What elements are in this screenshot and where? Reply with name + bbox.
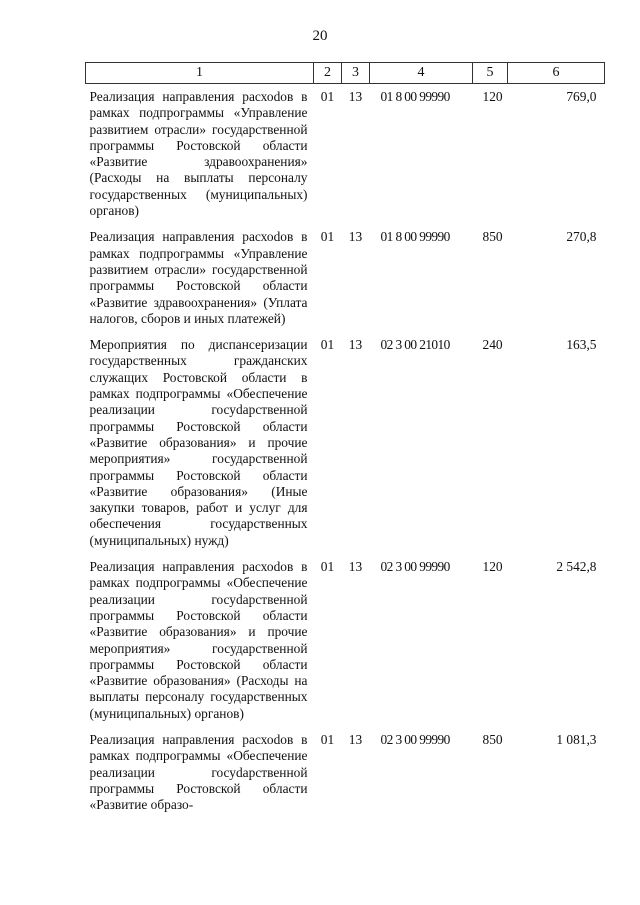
column-header: 2 [314, 63, 342, 84]
row-target-article: 02 3 00 99990 [380, 731, 450, 747]
row-amount: 769,0 [566, 89, 597, 104]
row-subsection: 13 [348, 337, 363, 353]
table-row [86, 224, 605, 332]
row-expense-type: 850 [482, 229, 503, 245]
row-subsection: 13 [348, 89, 363, 104]
row-target-article: 02 3 00 99990 [380, 559, 450, 575]
row-expense-type: 240 [482, 337, 503, 353]
row-amount: 163,5 [566, 337, 597, 353]
row-description: Мероприятия по диспансеризации государственных гражданских служащих Ростовской области в рамках подпрограммы «Обеспечение реализации госуdарственной программы Ростовской области «Развитие образования» и прочие мероприятия» государственной программы Ростовской области «Развитие образования» (Иные закупки товаров, работ и услуг для обеспечения государственных (муниципальных) нужд) [89, 337, 308, 548]
row-subsection: 13 [348, 559, 363, 575]
row-description: Реализация направления расхоdов в рамках подпрограммы «Обеспечение реализации госуdарственной программы Ростовской области «Развитие образования» и прочие мероприятия» государственной программы Ростовской области «Развитие образования» (Расходы на выплаты персоналу государственных (муниципальных) органов) [89, 559, 308, 721]
row-description: Реализация направления расхоdов в рамках подпрограммы «Управление развитием отрасли» государственной программы Ростовской области «Развитие здравоохранения» (Уплата налогов, сборов и иных платежей) [89, 229, 308, 326]
row-expense-type: 120 [482, 559, 503, 575]
row-subsection: 13 [348, 229, 363, 245]
table-header-row [86, 63, 605, 84]
row-section: 01 [320, 89, 335, 104]
row-subsection: 13 [348, 731, 363, 747]
row-amount: 270,8 [566, 229, 597, 245]
column-header: 6 [508, 63, 605, 84]
budget-table [85, 62, 605, 818]
row-section: 01 [320, 337, 335, 353]
row-description: Реализация направления расхоdов в рамках подпрограммы «Обеспечение реализации госуdарственной программы Ростовской области «Развитие образо- [89, 731, 308, 813]
row-target-article: 02 3 00 21010 [380, 337, 450, 353]
row-amount: 2 542,8 [556, 559, 597, 575]
table-row [86, 727, 605, 818]
row-section: 01 [320, 731, 335, 747]
row-target-article: 01 8 00 99990 [380, 89, 450, 104]
column-header: 3 [342, 63, 370, 84]
row-expense-type: 850 [482, 731, 503, 747]
row-target-article: 01 8 00 99990 [380, 229, 450, 245]
table-row [86, 554, 605, 727]
row-description: Реализация направления расхоdов в рамках подпрограммы «Управление развитием отрасли» государственной программы Ростовской области «Развитие здравоохранения» (Расходы на выплаты персоналу государственных (муниципальных) органов) [89, 89, 308, 219]
row-amount: 1 081,3 [556, 731, 597, 747]
row-section: 01 [320, 559, 335, 575]
row-expense-type: 120 [482, 89, 503, 104]
row-section: 01 [320, 229, 335, 245]
column-header: 5 [473, 63, 508, 84]
page-number: 20 [312, 28, 328, 44]
table-row [86, 84, 605, 225]
column-header: 1 [86, 63, 314, 84]
column-header: 4 [370, 63, 473, 84]
table-row [86, 332, 605, 554]
